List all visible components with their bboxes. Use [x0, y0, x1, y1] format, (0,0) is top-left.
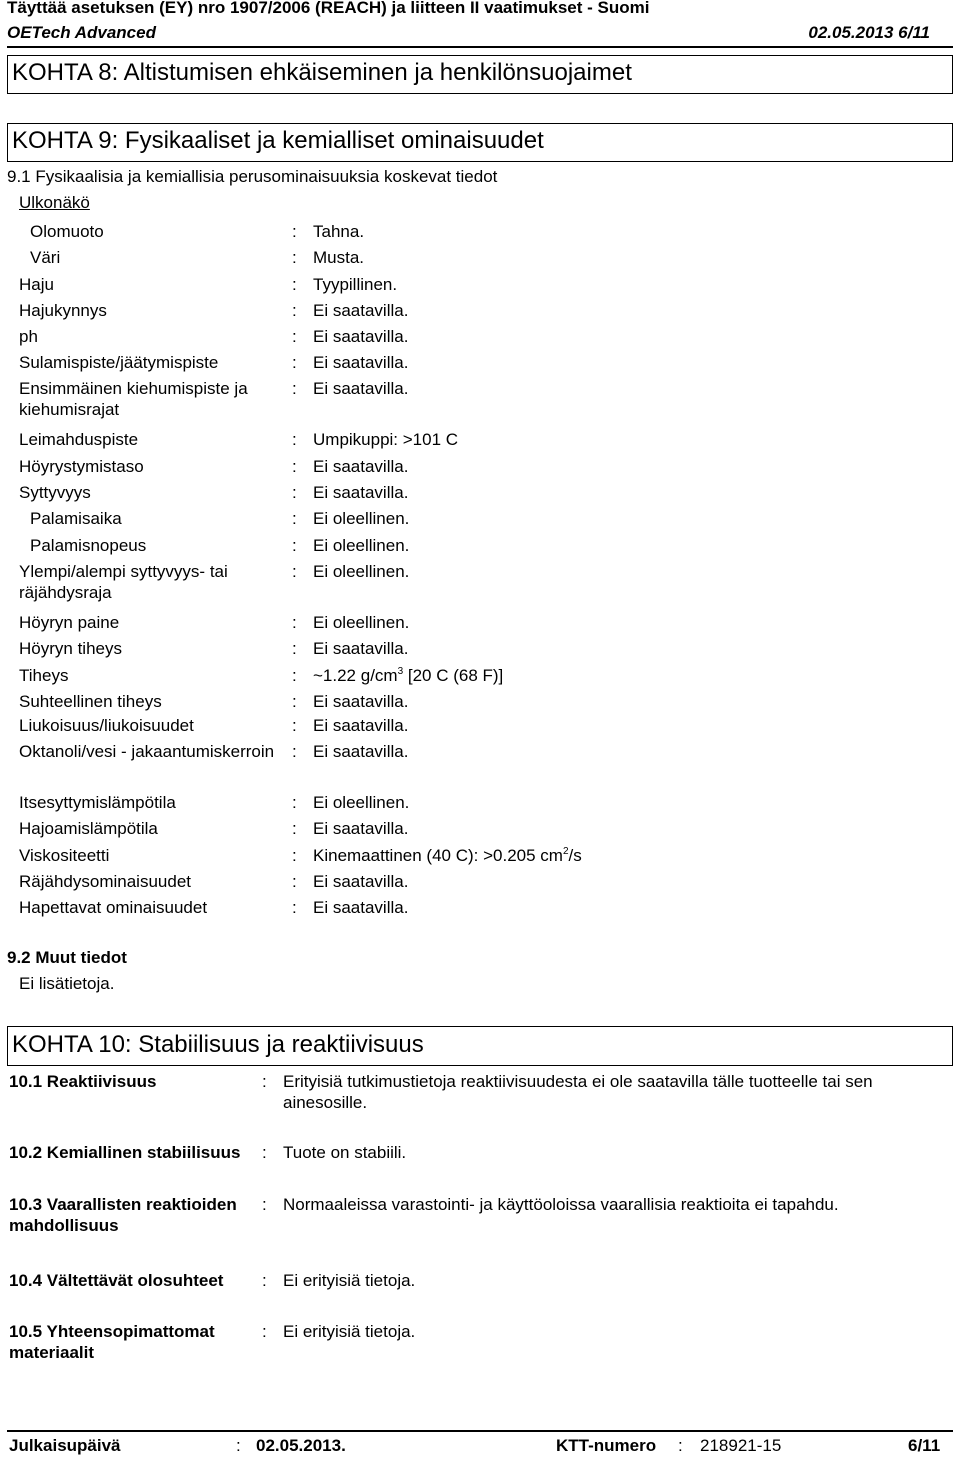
property-label: Liukoisuus/liukoisuudet — [19, 716, 194, 735]
regulation-title: Täyttää asetuksen (EY) nro 1907/2006 (REACH) ja liitteen II vaatimukset - Suomi — [7, 0, 650, 17]
property-value-text: Ei saatavilla. — [313, 327, 409, 346]
property-value-text: Ei saatavilla. — [313, 301, 409, 320]
property-colon: : — [292, 692, 297, 711]
property-label: Sulamispiste/jäätymispiste — [19, 353, 219, 372]
property-value — [313, 508, 409, 529]
property-value — [313, 378, 408, 399]
property-value-superscript: 2 — [562, 846, 569, 857]
reactivity-colon: : — [262, 1322, 267, 1341]
property-colon: : — [292, 301, 297, 320]
reactivity-colon: : — [262, 1195, 267, 1214]
property-colon: : — [292, 483, 297, 502]
section8-heading — [7, 55, 953, 94]
property-label: Höyrystymistaso — [19, 457, 144, 476]
reactivity-label: 10.1 Reaktiivisuus — [9, 1072, 157, 1091]
property-value-text: Kinemaattinen (40 C): >0.205 cm — [313, 846, 563, 865]
property-label: Ensimmäinen kiehumispiste ja kiehumisrajat — [19, 379, 248, 419]
property-label: Viskositeetti — [19, 846, 110, 865]
property-colon: : — [292, 562, 297, 581]
property-value — [313, 665, 503, 686]
property-value — [313, 561, 409, 582]
property-label: Suhteellinen tiheys — [19, 692, 162, 711]
property-value — [313, 871, 408, 892]
property-value-text: Ei saatavilla. — [313, 353, 409, 372]
document-header — [0, 0, 960, 47]
property-value — [313, 456, 408, 477]
property-label: Väri — [30, 248, 61, 267]
property-value-text: Umpikuppi: >101 C — [313, 430, 459, 449]
reactivity-value: Ei erityisiä tietoja. — [283, 1271, 416, 1290]
reactivity-label: 10.4 Vältettävät olosuhteet — [9, 1271, 224, 1290]
property-colon: : — [292, 819, 297, 838]
property-colon: : — [292, 275, 297, 294]
property-value — [313, 792, 409, 813]
property-label: Palamisnopeus — [30, 536, 147, 555]
property-label: Leimahduspiste — [19, 430, 139, 449]
appearance-title: Ulkonäkö — [19, 193, 90, 212]
property-value — [313, 535, 409, 556]
property-colon: : — [292, 379, 297, 398]
property-label: Palamisaika — [30, 509, 122, 528]
footer-date-value: 02.05.2013. — [256, 1436, 346, 1455]
property-value-text: Tahna. — [313, 222, 365, 241]
property-value — [313, 691, 408, 712]
property-value-text: Ei saatavilla. — [313, 898, 409, 917]
property-colon: : — [292, 613, 297, 632]
reactivity-label: 10.5 Yhteensopimattomat materiaalit — [9, 1322, 215, 1362]
property-colon: : — [292, 248, 297, 267]
property-colon: : — [292, 457, 297, 476]
property-value-text: Ei saatavilla. — [313, 639, 409, 658]
reactivity-colon: : — [262, 1271, 267, 1290]
property-label: Räjähdysominaisuudet — [19, 872, 191, 891]
property-label: Ylempi/alempi syttyvyys- tai räjähdysraja — [19, 562, 228, 602]
property-value-text: Ei saatavilla. — [313, 457, 409, 476]
property-value-text: Ei saatavilla. — [313, 379, 409, 398]
reactivity-value: Normaaleissa varastointi- ja käyttöoloissa vaarallisia reaktioita ei tapahdu. — [283, 1195, 839, 1214]
reactivity-colon: : — [262, 1143, 267, 1162]
property-colon: : — [292, 509, 297, 528]
header-divider — [7, 46, 953, 48]
property-value-text: Ei oleellinen. — [313, 562, 410, 581]
property-colon: : — [292, 353, 297, 372]
property-value — [313, 247, 364, 268]
property-value-text: Musta. — [313, 248, 365, 267]
property-value — [313, 638, 408, 659]
header-date-page: 02.05.2013 6/11 — [808, 23, 930, 42]
property-value-text: Ei saatavilla. — [313, 872, 409, 891]
property-colon: : — [292, 222, 297, 241]
section9-2-title: 9.2 Muut tiedot — [7, 948, 127, 967]
property-label: Itsesyttymislämpötila — [19, 793, 176, 812]
property-colon: : — [292, 327, 297, 346]
property-colon: : — [292, 898, 297, 917]
property-value-text: Ei oleellinen. — [313, 536, 410, 555]
property-value — [313, 482, 408, 503]
property-value-text: Ei saatavilla. — [313, 819, 409, 838]
footer-page: 6/11 — [908, 1436, 941, 1455]
product-name: OETech Advanced — [7, 23, 156, 42]
property-value-text: Ei saatavilla. — [313, 483, 409, 502]
section9-heading — [7, 123, 953, 162]
footer-date-label: Julkaisupäivä — [9, 1436, 121, 1455]
section10-heading — [7, 1026, 953, 1066]
property-value — [313, 352, 408, 373]
property-value-text: Ei saatavilla. — [313, 742, 409, 761]
property-value-text: Ei saatavilla. — [313, 716, 409, 735]
property-label: Hajoamislämpötila — [19, 819, 158, 838]
property-value — [313, 429, 458, 450]
property-value — [313, 715, 408, 736]
reactivity-value: Erityisiä tutkimustietoja reaktiivisuudesta ei ole saatavilla tälle tuotteelle tai sen ainesosille. — [283, 1072, 873, 1112]
reactivity-value: Ei erityisiä tietoja. — [283, 1322, 416, 1341]
property-label: Hajukynnys — [19, 301, 107, 320]
reactivity-label: 10.3 Vaarallisten reaktioiden mahdollisuus — [9, 1195, 237, 1235]
property-value-text: Ei oleellinen. — [313, 793, 410, 812]
property-value — [313, 326, 408, 347]
footer-divider — [7, 1430, 953, 1432]
property-label: Haju — [19, 275, 54, 294]
property-label: Hapettavat ominaisuudet — [19, 898, 208, 917]
property-label: Olomuoto — [30, 222, 104, 241]
footer-date-colon: : — [236, 1436, 241, 1455]
section9-title: KOHTA 9: Fysikaaliset ja kemialliset ominaisuudet — [12, 127, 544, 154]
reactivity-value: Tuote on stabiili. — [283, 1143, 407, 1162]
property-label: Syttyvyys — [19, 483, 91, 502]
property-value-text: ~1.22 g/cm — [313, 666, 398, 685]
property-colon: : — [292, 430, 297, 449]
property-label: Oktanoli/vesi - jakaantumiskerroin — [19, 742, 275, 761]
reactivity-colon: : — [262, 1072, 267, 1091]
property-value — [313, 274, 397, 295]
property-label: Höyryn tiheys — [19, 639, 122, 658]
property-value — [313, 612, 409, 633]
property-value-text: Ei oleellinen. — [313, 613, 410, 632]
property-value-superscript: 3 — [397, 666, 404, 677]
property-colon: : — [292, 872, 297, 891]
reactivity-label: 10.2 Kemiallinen stabiilisuus — [9, 1143, 241, 1162]
property-value-text: Ei oleellinen. — [313, 509, 410, 528]
footer-ktt-value: 218921-15 — [700, 1436, 782, 1455]
property-value — [313, 818, 408, 839]
property-value-suffix: [20 C (68 F)] — [403, 666, 504, 685]
property-value — [313, 741, 408, 762]
property-colon: : — [292, 666, 297, 685]
property-colon: : — [292, 846, 297, 865]
property-colon: : — [292, 536, 297, 555]
property-value — [313, 300, 408, 321]
section9-2-text: Ei lisätietoja. — [19, 974, 115, 993]
footer-ktt-label: KTT-numero — [556, 1436, 657, 1455]
property-label: Tiheys — [19, 666, 69, 685]
section8-title: KOHTA 8: Altistumisen ehkäiseminen ja henkilönsuojaimet — [12, 59, 632, 86]
property-label: Höyryn paine — [19, 613, 120, 632]
property-value — [313, 897, 408, 918]
property-value — [313, 845, 582, 866]
property-value-text: Tyypillinen. — [313, 275, 398, 294]
property-colon: : — [292, 716, 297, 735]
property-colon: : — [292, 742, 297, 761]
property-value-text: Ei saatavilla. — [313, 692, 409, 711]
property-label: ph — [19, 327, 38, 346]
property-colon: : — [292, 793, 297, 812]
property-colon: : — [292, 639, 297, 658]
section10-title: KOHTA 10: Stabiilisuus ja reaktiivisuus — [12, 1031, 424, 1058]
footer-ktt-colon: : — [678, 1436, 683, 1455]
property-value — [313, 221, 364, 242]
section9-1-title: 9.1 Fysikaalisia ja kemiallisia perusominaisuuksia koskevat tiedot — [7, 167, 498, 186]
property-value-suffix: /s — [568, 846, 582, 865]
